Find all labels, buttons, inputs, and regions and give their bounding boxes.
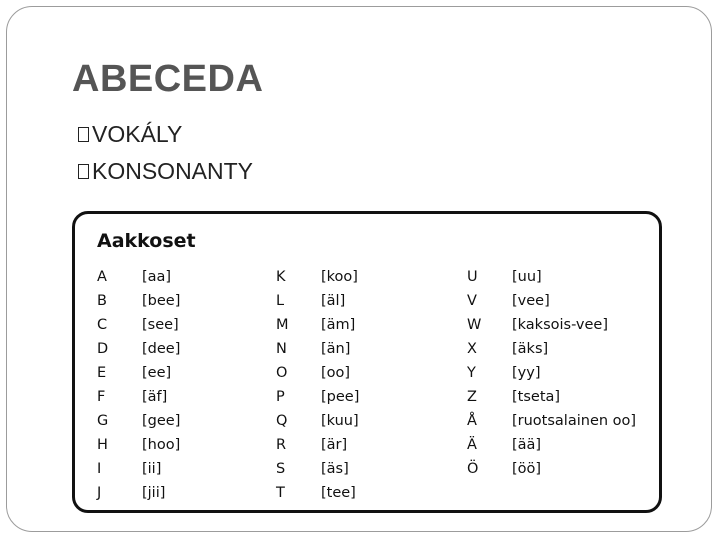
alphabet-letter: W [467,317,482,333]
alphabet-pronunciation: [koo] [321,269,358,285]
alphabet-pronunciation: [ää] [512,437,542,453]
alphabet-pronunciation: [kuu] [321,413,359,429]
alphabet-pronunciation: [tee] [321,485,356,501]
alphabet-card [72,211,662,513]
bullet-text: KONSONANTY [92,158,254,184]
alphabet-pronunciation: [aa] [142,269,172,285]
bullet-text: VOKÁLY [92,121,183,147]
alphabet-letter: Ä [467,437,477,453]
alphabet-letter: N [276,341,287,357]
alphabet-pronunciation: [kaksois-vee] [512,317,609,333]
alphabet-letter: U [467,269,478,285]
alphabet-pronunciation: [är] [321,437,348,453]
alphabet-letter: D [97,341,109,357]
alphabet-pronunciation: [bee] [142,293,181,309]
alphabet-letter: S [276,461,286,477]
alphabet-letter: G [97,413,109,429]
alphabet-letter: A [97,269,107,285]
alphabet-pronunciation: [tseta] [512,389,561,405]
alphabet-pronunciation: [oo] [321,365,351,381]
alphabet-pronunciation: [pee] [321,389,360,405]
alphabet-letter: P [276,389,285,405]
alphabet-pronunciation: [dee] [142,341,181,357]
alphabet-letter: R [276,437,287,453]
alphabet-letter: Q [276,413,288,429]
bullet-box-icon [78,164,89,179]
alphabet-pronunciation: [öö] [512,461,542,477]
alphabet-letter: Z [467,389,477,405]
alphabet-pronunciation: [ee] [142,365,172,381]
alphabet-pronunciation: [äs] [321,461,349,477]
alphabet-letter: E [97,365,107,381]
alphabet-pronunciation: [än] [321,341,351,357]
alphabet-letter: V [467,293,477,309]
alphabet-letter: I [97,461,102,477]
alphabet-pronunciation: [äl] [321,293,346,309]
bullet-konsonanty [78,158,253,185]
bullet-vokaly [78,121,182,148]
alphabet-pronunciation: [äks] [512,341,549,357]
alphabet-letter: H [97,437,108,453]
alphabet-title: Aakkoset [97,230,196,252]
alphabet-letter: X [467,341,477,357]
alphabet-pronunciation: [äm] [321,317,356,333]
alphabet-pronunciation: [yy] [512,365,541,381]
alphabet-letter: C [97,317,108,333]
alphabet-letter: O [276,365,288,381]
alphabet-pronunciation: [jii] [142,485,166,501]
alphabet-letter: L [276,293,285,309]
slide-title: ABECEDA [72,58,264,100]
alphabet-letter: M [276,317,289,333]
alphabet-letter: T [276,485,285,501]
alphabet-pronunciation: [gee] [142,413,181,429]
alphabet-letter: Y [467,365,476,381]
alphabet-pronunciation: [äf] [142,389,168,405]
alphabet-letter: Ö [467,461,479,477]
alphabet-letter: K [276,269,286,285]
alphabet-pronunciation: [vee] [512,293,550,309]
bullet-box-icon [78,127,89,142]
alphabet-letter: F [97,389,106,405]
alphabet-pronunciation: [see] [142,317,179,333]
alphabet-pronunciation: [ruotsalainen oo] [512,413,637,429]
alphabet-letter: J [97,485,102,501]
alphabet-pronunciation: [uu] [512,269,542,285]
alphabet-letter: B [97,293,107,309]
alphabet-pronunciation: [ii] [142,461,162,477]
alphabet-pronunciation: [hoo] [142,437,181,453]
alphabet-letter: Å [467,413,477,429]
